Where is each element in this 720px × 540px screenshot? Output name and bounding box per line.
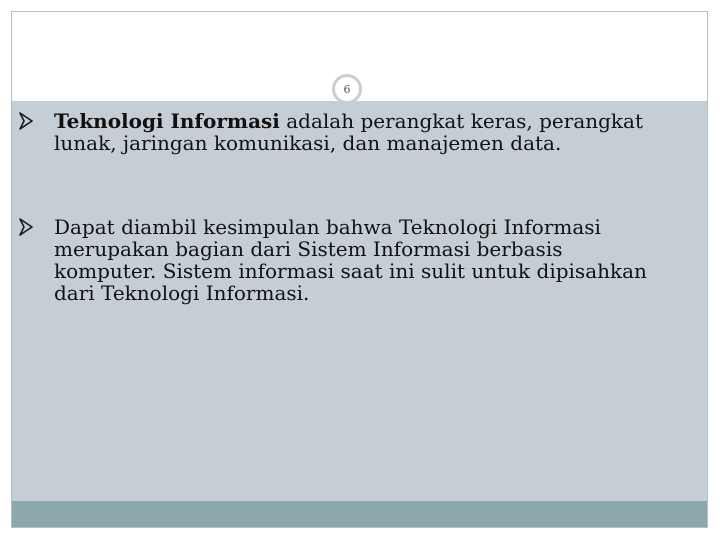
page-number-badge <box>332 74 362 104</box>
arrowhead-bullet-icon <box>18 217 34 237</box>
bullet-item-1 <box>54 110 654 154</box>
bullet-text: Dapat diambil kesimpulan bahwa Teknologi Informasi merupakan bagian dari Sistem Informasi berbasis komputer. Sistem informasi saat ini sulit untuk dipisahkan dari Teknologi Informasi. <box>54 215 647 305</box>
bullet-item-2 <box>54 216 654 304</box>
arrowhead-bullet-icon <box>18 111 34 131</box>
page-number: 6 <box>343 82 351 96</box>
bullet-text: adalah perangkat keras, perangkat lunak, jaringan komunikasi, dan manajemen data. <box>54 109 644 155</box>
slide-footer-bar <box>12 501 707 527</box>
bullet-bold-text: Teknologi Informasi <box>54 109 280 133</box>
